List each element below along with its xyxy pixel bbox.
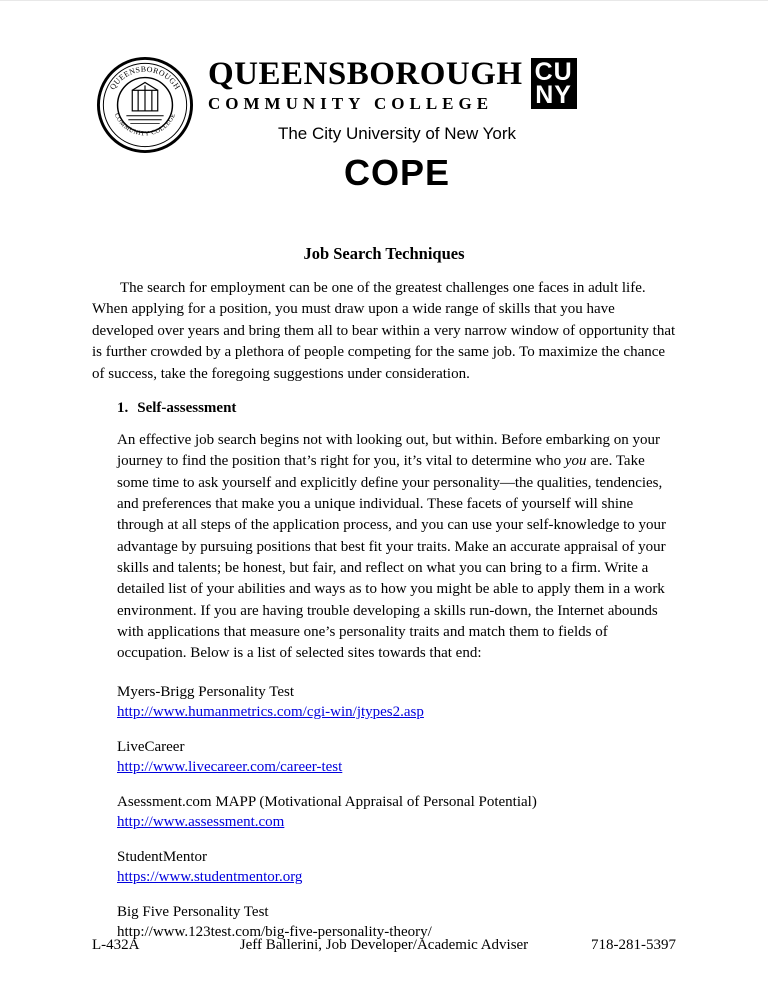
resource-link[interactable]: http://www.livecareer.com/career-test	[117, 758, 343, 775]
resource-name: LiveCareer	[117, 739, 185, 756]
resource-item	[117, 683, 676, 722]
page-footer	[92, 937, 676, 954]
cuny-logo-line1: CU	[534, 58, 573, 86]
intro-paragraph: The search for employment can be one of the greatest challenges one faces in adult life. When applying for a position, you must draw upon a wide range of skills that you have developed over years and bring them all to bear within a very narrow window of opportunity that is further crowded by a plethora of people competing for the same job. To maximize the chance of success, take the foregoing suggestions under consideration.	[92, 280, 676, 382]
section-heading	[117, 400, 676, 417]
resource-item	[117, 848, 676, 887]
section-number: 1.	[117, 400, 129, 417]
footer-phone: 718-281-5397	[591, 937, 676, 953]
section-body-part2: are. Take some time to ask yourself and explicitly define your personality—the qualities, tendencies, and preferences that make you a unique individual. These facets of yourself will shine through at all steps of the application process, and you can use your self-knowledge to your advantage by pursuing positions that best fit your traits. Make an accurate appraisal of your skills and talents; be honest, but fair, and reflect on what you can bring to a firm. Write a detailed list of your abilities and ways as to how you might be able to apply them in a work environment. If you are having trouble developing a skills run-down, the Internet abounds with applications that measure one’s personality traits and match them to fields of occupation. Below is a list of selected sites towards that end:	[117, 453, 667, 662]
section-body	[117, 430, 676, 664]
section-heading-label: Self-assessment	[137, 400, 237, 417]
program-title: COPE	[343, 152, 451, 193]
seal-arc-top-text: QUEENSBOROUGH	[107, 64, 183, 92]
section-self-assessment	[117, 400, 676, 942]
resource-name: Big Five Personality Test	[117, 904, 269, 921]
resource-item	[117, 738, 676, 777]
document-content	[0, 244, 768, 942]
section-body-part1: An effective job search begins not with looking out, but within. Before embarking on your journey to find the position that’s right for you, it’s vital to determine who	[117, 432, 660, 470]
section-body-italic: you	[564, 453, 587, 470]
resource-name: Myers-Brigg Personality Test	[117, 684, 294, 701]
resource-list	[117, 683, 676, 942]
footer-room-number: L-432A	[92, 937, 140, 953]
footer-contact: Jeff Ballerini, Job Developer/Academic Adviser	[239, 937, 529, 953]
college-subname: COMMUNITY COLLEGE	[208, 94, 494, 113]
cuny-logo	[531, 58, 577, 109]
resource-item	[117, 793, 676, 832]
cuny-logo-line2: NY	[535, 81, 572, 109]
letterhead-text	[208, 56, 586, 194]
seal-arc-bottom-text: COMMUNITY COLLEGE	[112, 112, 178, 138]
resource-link[interactable]: https://www.studentmentor.org	[117, 868, 303, 885]
document-title: Job Search Techniques	[303, 244, 465, 263]
resource-link[interactable]: http://www.assessment.com	[117, 813, 285, 830]
resource-link[interactable]: http://www.humanmetrics.com/cgi-win/jtypes2.asp	[117, 703, 424, 720]
resource-name: StudentMentor	[117, 849, 207, 866]
college-seal-icon	[96, 56, 194, 154]
resource-name: Asessment.com MAPP (Motivational Appraisal of Personal Potential)	[117, 794, 537, 811]
college-name: QUEENSBOROUGH	[208, 56, 523, 92]
resource-url-plain: http://www.123test.com/big-five-personality-theory/	[117, 923, 432, 940]
college-wordmark	[208, 58, 523, 112]
university-line: The City University of New York	[277, 124, 517, 143]
letterhead	[0, 1, 768, 194]
